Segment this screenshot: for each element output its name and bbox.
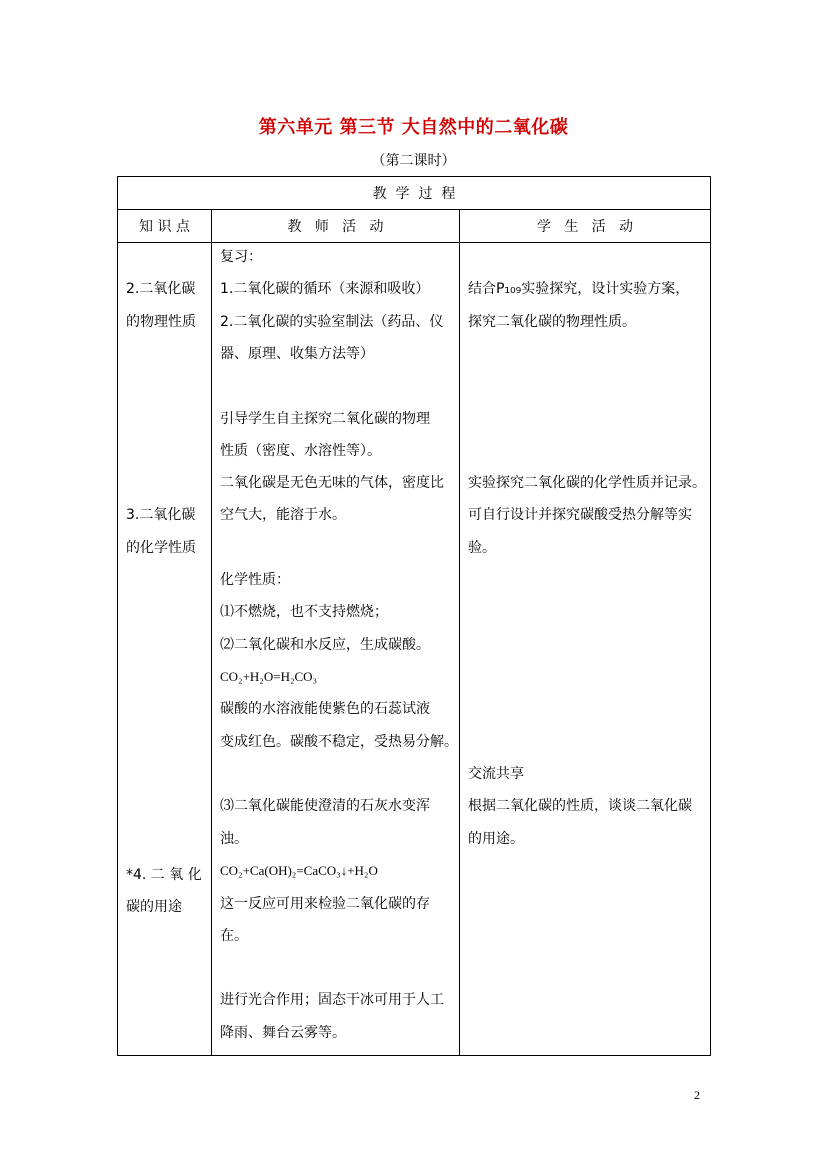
student-line: 实验探究二氧化碳的化学性质并记录。 [468,475,706,491]
page-number: 2 [694,1088,700,1102]
table-main-header: 教 学 过 程 [118,177,711,210]
teacher-line: 浊。 [220,831,248,847]
teacher-line: 引导学生自主探究二氧化碳的物理 [220,411,430,427]
equation-co2-water: CO₂+H₂O=H₂CO₃ [220,669,318,684]
knowledge-4-line1: *4. 二 氧 化 [126,867,202,883]
teacher-line: 在。 [220,928,248,944]
teacher-line: 化学性质： [220,572,290,588]
teacher-line: 1.二氧化碳的循环（来源和吸收） [220,281,430,297]
teacher-line: 器、原理、收集方法等） [220,346,374,362]
student-activity-cell [460,243,711,1056]
student-line: 根据二氧化碳的性质，谈谈二氧化碳 [468,798,692,814]
student-line: 的用途。 [468,831,524,847]
teacher-line: 二氧化碳是无色无味的气体，密度比 [220,475,444,491]
teacher-line: 碳酸的水溶液能使紫色的石蕊试液 [220,701,430,717]
knowledge-3-line2: 的化学性质 [126,540,196,556]
teacher-line: ⑵二氧化碳和水反应，生成碳酸。 [220,637,430,653]
knowledge-cell [118,243,212,1056]
knowledge-2-line1: 2.二氧化碳 [126,281,196,297]
teacher-line: 空气大，能溶于水。 [220,507,346,523]
knowledge-3-line1: 3.二氧化碳 [126,507,196,523]
teacher-line: 2.二氧化碳的实验室制法（药品、仪 [220,314,444,330]
knowledge-4-line2: 碳的用途 [126,899,182,915]
student-line: 验。 [468,540,496,556]
teacher-activity-cell [212,243,460,1056]
col-header-teacher: 教 师 活 动 [212,210,460,243]
teacher-line: 变成红色。碳酸不稳定，受热易分解。 [220,734,458,750]
student-line: 交流共享 [468,766,524,782]
student-line: 可自行设计并探究碳酸受热分解等实 [468,507,692,523]
teacher-line: 复习： [220,249,262,265]
student-line: 结合P₁₀₉实验探究，设计实验方案， [468,281,690,297]
lesson-table [117,176,711,1056]
document-title: 第六单元 第三节 大自然中的二氧化碳 [258,117,569,138]
teacher-line: 这一反应可用来检验二氧化碳的存 [220,896,430,912]
col-header-student: 学 生 活 动 [460,210,711,243]
teacher-line: 降雨、舞台云雾等。 [220,1025,346,1041]
equation-co2-limewater: CO₂+Ca(OH)₂=CaCO₃↓+H₂O [220,863,378,878]
knowledge-2-line2: 的物理性质 [126,314,196,330]
document-subtitle: （第二课时） [371,153,456,169]
teacher-line: ⑶二氧化碳能使澄清的石灰水变浑 [220,798,430,814]
col-header-knowledge: 知 识 点 [118,210,212,243]
teacher-line: ⑴不燃烧，也不支持燃烧； [220,604,388,620]
teacher-line: 性质（密度、水溶性等）。 [220,443,381,459]
teacher-line: 进行光合作用；固态干冰可用于人工 [220,992,444,1008]
student-line: 探究二氧化碳的物理性质。 [468,314,636,330]
